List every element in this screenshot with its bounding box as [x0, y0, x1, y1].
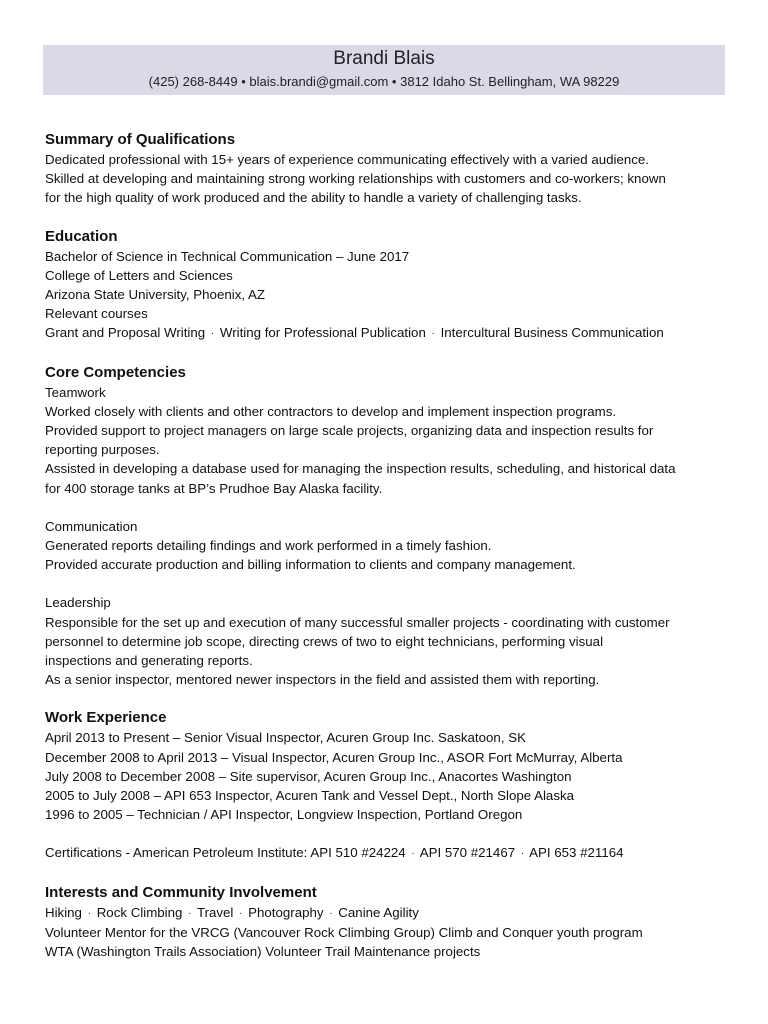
hobby: Canine Agility	[338, 904, 419, 920]
job-entry: July 2008 to December 2008 – Site supervisor, Acuren Group Inc., Anacortes Washington	[45, 768, 572, 784]
subsection-label-leadership: Leadership	[45, 595, 111, 611]
section-title-summary: Summary of Qualifications	[45, 131, 236, 148]
separator: ·	[411, 848, 415, 860]
job-entry: April 2013 to Present – Senior Visual Inspector, Acuren Group Inc. Saskatoon, SK	[45, 730, 526, 746]
leadership-line: Responsible for the set up and execution of many successful smaller projects - coordinating with customer	[45, 614, 670, 630]
email: blais.brandi@gmail.com	[249, 74, 389, 89]
university: Arizona State University, Phoenix, AZ	[45, 287, 265, 303]
teamwork-line: Provided support to project managers on large scale projects, organizing data and inspection results for	[45, 423, 654, 439]
communication-line: Provided accurate production and billing information to clients and company management.	[45, 557, 576, 573]
certification: API 653 #21164	[529, 845, 624, 861]
leadership-line: inspections and generating reports.	[45, 653, 253, 669]
hobbies-line	[45, 903, 725, 923]
subsection-label-teamwork: Teamwork	[45, 384, 106, 400]
job-entry: 2005 to July 2008 – API 653 Inspector, Acuren Tank and Vessel Dept., North Slope Alaska	[45, 788, 575, 804]
separator: ·	[329, 907, 333, 919]
teamwork-line: reporting purposes.	[45, 442, 160, 458]
summary-line: for the high quality of work produced and the ability to handle a variety of challenging tasks.	[45, 190, 582, 206]
separator: ·	[87, 907, 91, 919]
teamwork-line: for 400 storage tanks at BP’s Prudhoe Bay Alaska facility.	[45, 480, 383, 496]
section-title-education: Education	[45, 227, 118, 245]
resume-content	[45, 130, 725, 961]
separator: •	[391, 74, 397, 89]
certification: API 570 #21467	[419, 845, 516, 861]
hobby: Travel	[196, 904, 234, 920]
hobby: Photography	[248, 904, 324, 920]
summary-line: Dedicated professional with 15+ years of experience communicating effectively with a varied audience.	[45, 152, 649, 167]
separator: ·	[239, 907, 243, 919]
section-title-interests: Interests and Community Involvement	[45, 883, 317, 901]
section-title-competencies: Core Competencies	[45, 363, 186, 381]
section-title-work: Work Experience	[45, 709, 167, 727]
candidate-name: Brandi Blais	[333, 48, 435, 69]
certification: API 510 #24224	[310, 845, 406, 861]
interest-line: Volunteer Mentor for the VRCG (Vancouver Rock Climbing Group) Climb and Conquer youth program	[45, 924, 643, 940]
course: Writing for Professional Publication	[219, 325, 426, 341]
course: Grant and Proposal Writing	[45, 325, 206, 341]
teamwork-line: Worked closely with clients and other contractors to develop and implement inspection programs.	[45, 403, 617, 419]
communication-line: Generated reports detailing findings and work performed in a timely fashion.	[45, 538, 492, 554]
degree: Bachelor of Science in Technical Communication – June 2017	[45, 248, 410, 264]
interest-line: WTA (Washington Trails Association) Volunteer Trail Maintenance projects	[45, 944, 481, 960]
courses-label: Relevant courses	[45, 306, 148, 322]
courses-list	[45, 323, 725, 343]
summary-line: Skilled at developing and maintaining strong working relationships with customers and co-workers; known	[45, 171, 666, 187]
separator: ·	[520, 848, 525, 860]
teamwork-line: Assisted in developing a database used for managing the inspection results, scheduling, and historical data	[45, 461, 676, 477]
separator: •	[241, 74, 246, 89]
certifications-label: Certifications - American Petroleum Institute:	[45, 845, 308, 861]
job-entry: December 2008 to April 2013 – Visual Inspector, Acuren Group Inc., ASOR Fort McMurray, Alberta	[45, 749, 623, 765]
job-entry: 1996 to 2005 – Technician / API Inspector, Longview Inspection, Portland Oregon	[45, 807, 523, 823]
phone: (425) 268-8449	[148, 74, 238, 89]
subsection-label-communication: Communication	[45, 518, 138, 534]
header-band	[43, 45, 725, 95]
course: Intercultural Business Communication	[440, 325, 664, 341]
certifications-line	[45, 843, 725, 863]
separator: ·	[431, 328, 435, 340]
college: College of Letters and Sciences	[45, 267, 233, 283]
separator: ·	[188, 907, 192, 919]
hobby: Rock Climbing	[96, 904, 183, 920]
contact-line	[43, 72, 725, 92]
leadership-line: personnel to determine job scope, directing crews of two to eight technicians, performing visual	[45, 633, 604, 649]
separator: ·	[210, 328, 215, 340]
address: 3812 Idaho St. Bellingham, WA 98229	[400, 74, 620, 89]
hobby: Hiking	[45, 904, 82, 920]
leadership-line: As a senior inspector, mentored newer inspectors in the field and assisted them with reporting.	[45, 672, 600, 688]
